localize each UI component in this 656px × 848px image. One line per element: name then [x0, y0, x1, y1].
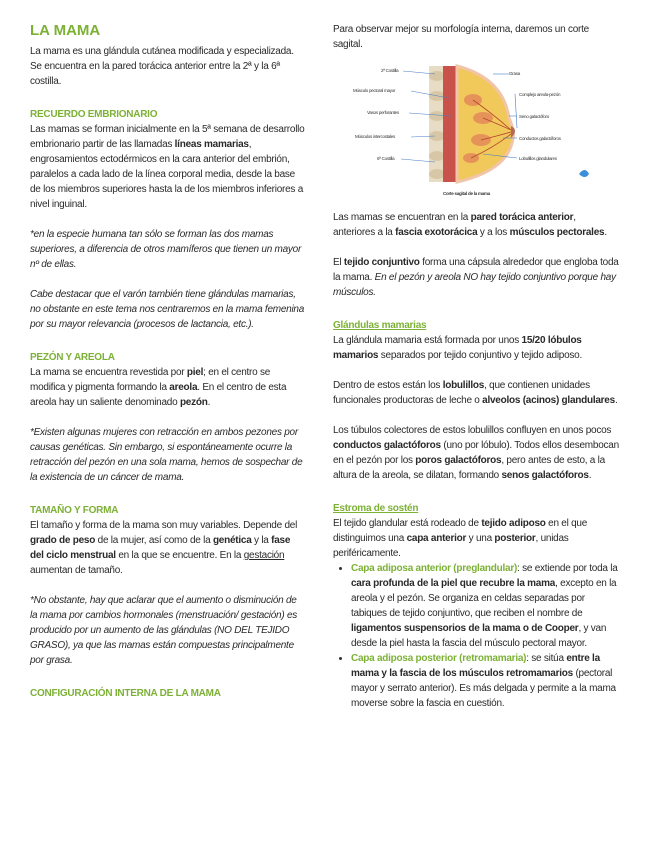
section-heading-nipple: PEZÓN Y AREOLA: [30, 352, 115, 363]
section-heading-size: TAMAÑO Y FORMA: [30, 505, 119, 516]
embryo-note-1: *en la especie humana tan sólo se forman las dos mamas superiores, a diferencia de otros mamíferos que tienen un mayor nº de ellas.: [30, 229, 302, 270]
glands-paragraph-1: La glándula mamaria está formada por unos 15/20 lóbulos mamarios separados por tejido conjuntivo y tejido adiposo.: [333, 335, 582, 361]
label-6th-rib: 6ª Costilla: [377, 156, 395, 161]
stroma-paragraph: El tejido glandular está rodeado de tejido adiposo en el que distinguimos una capa anterior y una posterior, unidas periféricamente.: [333, 518, 588, 559]
section-heading-embryo: RECUERDO EMBRIONARIO: [30, 109, 158, 120]
nipple-note: *Existen algunas mujeres con retracción en ambos pezones por causas genéticas. Sin embargo, si espontáneamente ocurre la retracción del pezón en una sola mama, hemos de sospechar de la existencia de un cáncer de mama.: [30, 427, 303, 483]
stroma-list: [333, 561, 619, 711]
intro-paragraph: La mama es una glándula cutánea modificada y especializada. Se encuentra en la pared torácica anterior entre la 2ª y la 6ª costilla.: [30, 46, 294, 87]
right-column: [333, 22, 619, 711]
connective-tissue-paragraph: El tejido conjuntivo forma una cápsula alrededor que engloba toda la mama. En el pezón y areola NO hay tejido conjuntivo porque hay músculos.: [333, 257, 619, 298]
label-2nd-rib: 2ª Costilla: [381, 68, 399, 73]
embryo-paragraph: Las mamas se forman inicialmente en la 5ª semana de desarrollo embrionario partir de las llamadas líneas mamarias, engrosamientos ectodérmicos en la cara anterior del embrión, paralelos a cada lado de la línea corporal media, desde la base de los miembros superiores hasta la de los miembros inferiores a nivel inguinal.: [30, 124, 305, 210]
embryo-note-2: Cabe destacar que el varón también tiene glándulas mamarias, no obstante en este tema nos centraremos en la mama femenina por su mayor relevancia (procesos de lactancia, etc.).: [30, 289, 305, 330]
label-pectoral-muscle: Músculo pectoral mayor: [353, 88, 396, 93]
label-areola-nipple: Complejo areola-pezón: [519, 92, 561, 97]
label-lactiferous-ducts: Conductos galactóforos: [519, 136, 561, 141]
label-lobules: Lobulillos glandulares: [519, 156, 557, 161]
breast-fat: [457, 66, 514, 182]
location-paragraph: Las mamas se encuentran en la pared torácica anterior, anteriores a la fascia exotorácica y a los músculos pectorales.: [333, 212, 607, 238]
size-paragraph: El tamaño y forma de la mama son muy variables. Depende del grado de peso de la mujer, así como de la genética y la fase del ciclo menstrual en la que se encuentre. En la gestación aumentan de tamaño.: [30, 520, 298, 576]
glands-paragraph-3: Los túbulos colectores de estos lobulillos confluyen en unos pocos conductos galactóforos (uno por lóbulo). Todos ellos desembocan en el pezón por los poros galactóforos, pero antes de esto, a la altura de la areola, se dilatan, formando senos galactóforos.: [333, 425, 619, 481]
left-column: [30, 22, 306, 701]
list-item: • Capa adiposa anterior (preglandular): se extiende por toda la cara profunda de la piel que recubre la mama, excepto en la areola y el pezón. Se organiza en celdas separadas por tabiques de tejido conjuntivo, que reciben el nombre de ligamentos suspensorios de la mama o de Cooper, y van desde la piel hasta la fascia del músculo pectoral mayor.: [351, 561, 619, 651]
figure-caption: Corte sagital de la mama: [443, 191, 491, 196]
breast-illustration: [333, 58, 619, 200]
label-fat: Grasa: [509, 71, 521, 76]
nipple-paragraph: La mama se encuentra revestida por piel; en el centro se modifica y pigmenta formando la areola. En el centro de esta areola hay un saliente denominado pezón.: [30, 367, 287, 408]
page-title: LA MAMA: [30, 22, 101, 39]
label-intercostal-muscles: Músculos intercostales: [355, 134, 396, 139]
label-lactiferous-sinus: Seno galactóforo: [519, 114, 550, 119]
publisher-logo-icon: [579, 170, 589, 177]
glands-paragraph-2: Dentro de estos están los lobulillos, que contienen unidades funcionales productoras de leche o alveolos (acinos) glandulares.: [333, 380, 618, 406]
list-item: • Capa adiposa posterior (retromamaria): se sitúa entre la mama y la fascia de los músculos retromamarios (pectoral mayor y serrato anterior). Es más delgada y permite a la mama moverse sobre la fascia en cuestión.: [351, 651, 619, 711]
section-heading-internal: CONFIGURACIÓN INTERNA DE LA MAMA: [30, 688, 221, 699]
figure-intro: Para observar mejor su morfología interna, daremos un corte sagital.: [333, 24, 589, 50]
section-heading-stroma: Estroma de sostén: [333, 503, 419, 514]
sagittal-section-figure: [333, 58, 619, 200]
label-perforating-vessels: Vasos perforantes: [367, 110, 399, 115]
size-note: *No obstante, hay que aclarar que el aumento o disminución de la mama por cambios hormonales (menstruación/ gestación) es producido por un aumento de las glándulas (NO DEL TEJIDO GRASO), ya que las mamas están compuestas principalmente por grasa.: [30, 595, 298, 666]
rib-cage: [429, 66, 445, 182]
section-heading-glands: Glándulas mamarias: [333, 320, 427, 331]
